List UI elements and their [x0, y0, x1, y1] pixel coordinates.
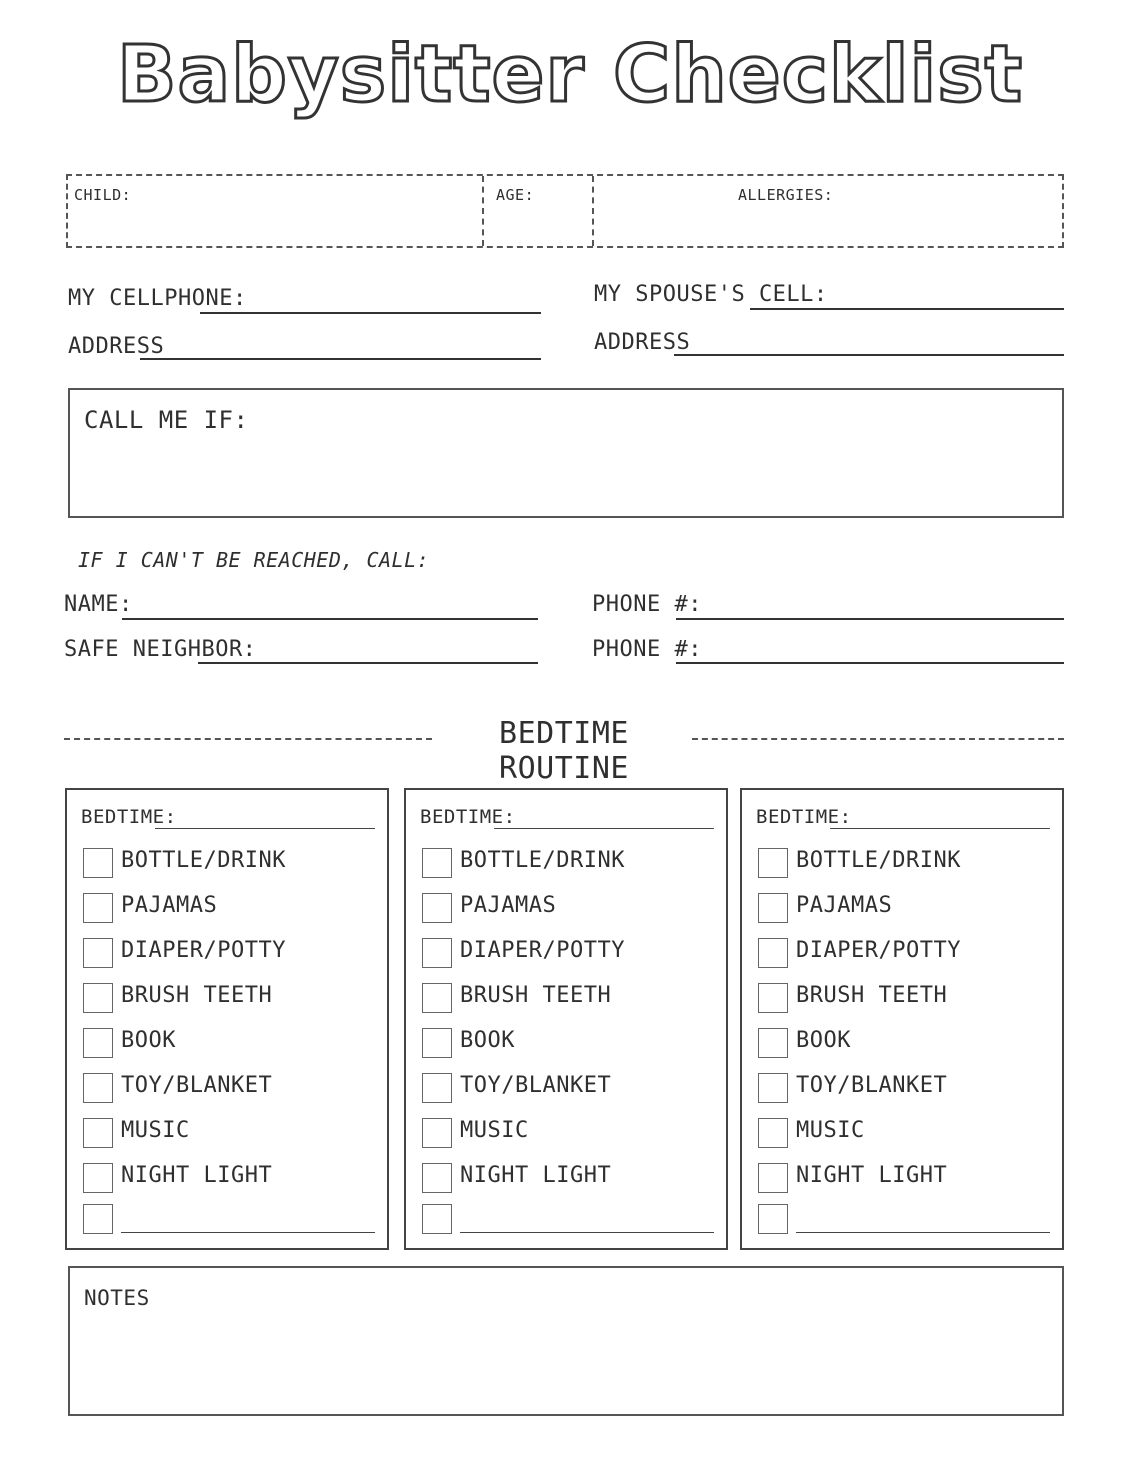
- address-label-right: ADDRESS: [594, 330, 691, 355]
- item-label: MUSIC: [796, 1118, 865, 1143]
- checkbox-custom[interactable]: [758, 1204, 788, 1234]
- phone-field-2[interactable]: [676, 662, 1064, 664]
- item-label: BOTTLE/DRINK: [121, 848, 286, 873]
- item-label: TOY/BLANKET: [796, 1073, 948, 1098]
- item-label: BOTTLE/DRINK: [460, 848, 625, 873]
- checkbox-bottle-drink[interactable]: [422, 848, 452, 878]
- item-label: DIAPER/POTTY: [121, 938, 286, 963]
- checkbox-book[interactable]: [422, 1028, 452, 1058]
- item-label: PAJAMAS: [121, 893, 218, 918]
- checkbox-pajamas[interactable]: [422, 893, 452, 923]
- child-info-box: [66, 174, 1064, 248]
- item-label: NIGHT LIGHT: [121, 1163, 273, 1188]
- checkbox-bottle-drink[interactable]: [83, 848, 113, 878]
- child-label: CHILD:: [74, 186, 132, 204]
- item-label: TOY/BLANKET: [121, 1073, 273, 1098]
- dashed-rule-left: [64, 738, 432, 740]
- name-label: NAME:: [64, 592, 133, 617]
- phone-label-1: PHONE #:: [592, 592, 702, 617]
- bedtime-time-field[interactable]: [830, 828, 1050, 829]
- item-label: NIGHT LIGHT: [460, 1163, 612, 1188]
- address-field-right[interactable]: [674, 354, 1064, 356]
- checkbox-toy-blanket[interactable]: [422, 1073, 452, 1103]
- item-label: BRUSH TEETH: [796, 983, 948, 1008]
- bedtime-time-field[interactable]: [155, 828, 375, 829]
- allergies-label: ALLERGIES:: [738, 186, 834, 204]
- age-field[interactable]: [484, 176, 592, 246]
- page-title: Babysitter Checklist: [117, 30, 1023, 120]
- item-label: BOOK: [796, 1028, 851, 1053]
- item-label: PAJAMAS: [460, 893, 557, 918]
- checkbox-bottle-drink[interactable]: [758, 848, 788, 878]
- safe-neighbor-field[interactable]: [198, 662, 538, 664]
- checkbox-night-light[interactable]: [758, 1163, 788, 1193]
- address-label-left: ADDRESS: [68, 334, 165, 359]
- dashed-rule-right: [692, 738, 1064, 740]
- checkbox-custom[interactable]: [83, 1204, 113, 1234]
- item-label: BOOK: [121, 1028, 176, 1053]
- address-field-left[interactable]: [140, 358, 541, 360]
- bedtime-routine-title: BEDTIME ROUTINE: [499, 716, 629, 786]
- call-me-if-label: CALL ME IF:: [84, 406, 249, 434]
- bedtime-label: BEDTIME:: [81, 806, 177, 828]
- checkbox-diaper-potty[interactable]: [83, 938, 113, 968]
- checkbox-toy-blanket[interactable]: [758, 1073, 788, 1103]
- allergies-field[interactable]: [594, 176, 1062, 246]
- bedtime-column-2: [404, 788, 728, 1250]
- checkbox-music[interactable]: [422, 1118, 452, 1148]
- item-label: NIGHT LIGHT: [796, 1163, 948, 1188]
- my-cellphone-field[interactable]: [200, 312, 541, 314]
- item-label: BOOK: [460, 1028, 515, 1053]
- checkbox-night-light[interactable]: [83, 1163, 113, 1193]
- bedtime-label: BEDTIME:: [756, 806, 852, 828]
- item-label: BRUSH TEETH: [121, 983, 273, 1008]
- checkbox-book[interactable]: [758, 1028, 788, 1058]
- custom-item-field[interactable]: [796, 1232, 1050, 1233]
- item-label: TOY/BLANKET: [460, 1073, 612, 1098]
- item-label: DIAPER/POTTY: [796, 938, 961, 963]
- age-label: AGE:: [496, 186, 535, 204]
- phone-label-2: PHONE #:: [592, 637, 702, 662]
- spouse-cell-label: MY SPOUSE'S CELL:: [594, 282, 828, 307]
- checkbox-pajamas[interactable]: [83, 893, 113, 923]
- checkbox-toy-blanket[interactable]: [83, 1073, 113, 1103]
- checkbox-pajamas[interactable]: [758, 893, 788, 923]
- bedtime-time-field[interactable]: [494, 828, 714, 829]
- call-me-if-box[interactable]: [68, 388, 1064, 518]
- item-label: PAJAMAS: [796, 893, 893, 918]
- phone-field-1[interactable]: [676, 618, 1064, 620]
- spouse-cell-field[interactable]: [750, 308, 1064, 310]
- checkbox-diaper-potty[interactable]: [422, 938, 452, 968]
- checkbox-book[interactable]: [83, 1028, 113, 1058]
- bedtime-column-3: [740, 788, 1064, 1250]
- notes-box[interactable]: [68, 1266, 1064, 1416]
- checkbox-music[interactable]: [83, 1118, 113, 1148]
- item-label: BRUSH TEETH: [460, 983, 612, 1008]
- checkbox-night-light[interactable]: [422, 1163, 452, 1193]
- checkbox-brush-teeth[interactable]: [758, 983, 788, 1013]
- checkbox-brush-teeth[interactable]: [422, 983, 452, 1013]
- bedtime-column-1: [65, 788, 389, 1250]
- name-field[interactable]: [122, 618, 538, 620]
- child-field[interactable]: [68, 176, 482, 246]
- custom-item-field[interactable]: [121, 1232, 375, 1233]
- custom-item-field[interactable]: [460, 1232, 714, 1233]
- item-label: BOTTLE/DRINK: [796, 848, 961, 873]
- notes-label: NOTES: [84, 1286, 150, 1310]
- item-label: MUSIC: [460, 1118, 529, 1143]
- backup-heading: IF I CAN'T BE REACHED, CALL:: [78, 548, 430, 572]
- item-label: DIAPER/POTTY: [460, 938, 625, 963]
- item-label: MUSIC: [121, 1118, 190, 1143]
- checkbox-brush-teeth[interactable]: [83, 983, 113, 1013]
- checkbox-diaper-potty[interactable]: [758, 938, 788, 968]
- my-cellphone-label: MY CELLPHONE:: [68, 286, 247, 311]
- safe-neighbor-label: SAFE NEIGHBOR:: [64, 637, 257, 662]
- bedtime-label: BEDTIME:: [420, 806, 516, 828]
- checkbox-custom[interactable]: [422, 1204, 452, 1234]
- checkbox-music[interactable]: [758, 1118, 788, 1148]
